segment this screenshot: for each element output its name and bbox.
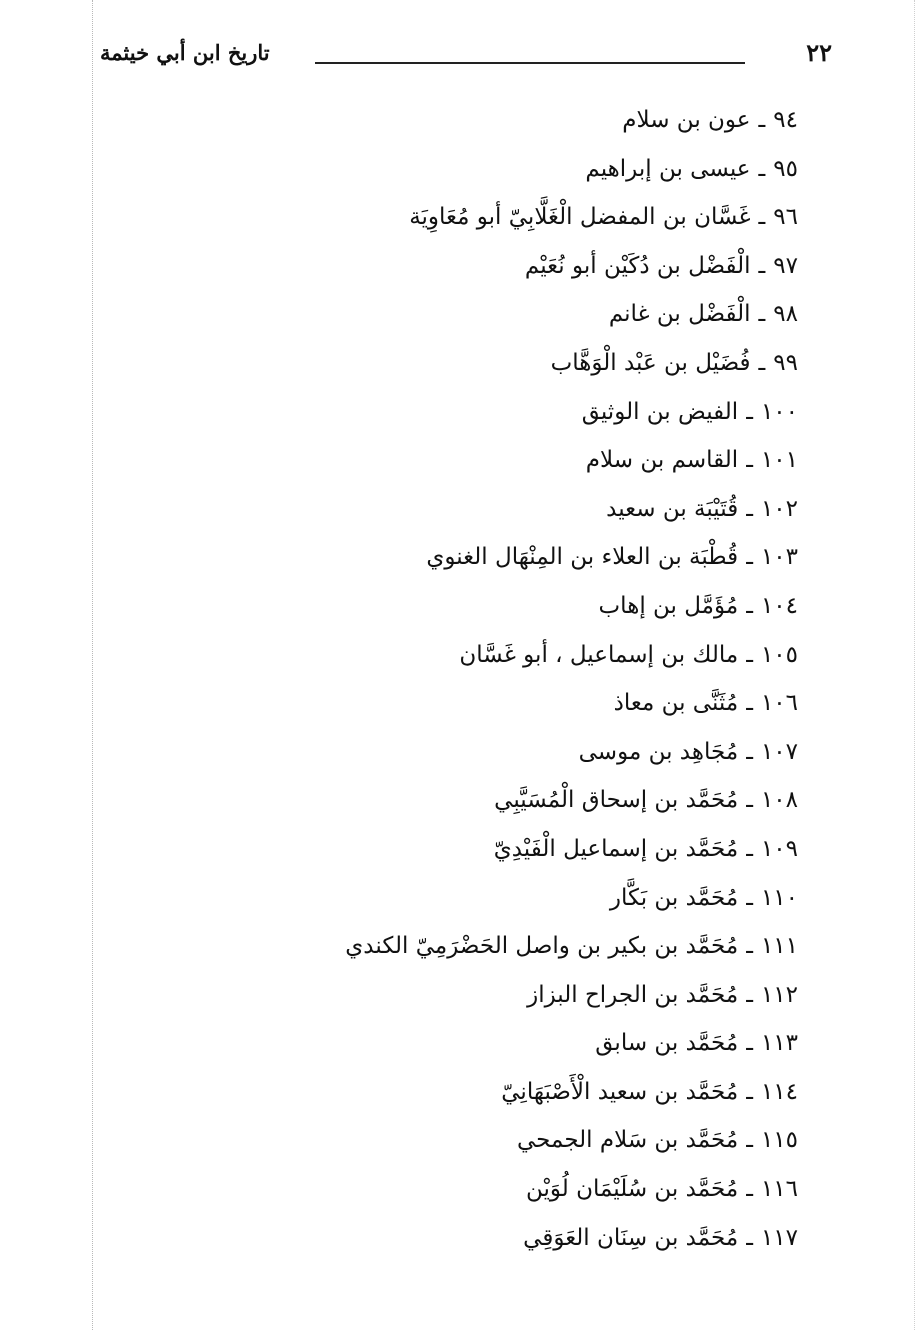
entry-name: مُحَمَّد بن إسماعيل الْفَيْدِيّ bbox=[493, 835, 739, 862]
entry-number: ١١٢ bbox=[760, 981, 798, 1008]
list-item bbox=[238, 436, 798, 485]
entry-number: ١١٤ bbox=[760, 1078, 798, 1105]
entry-separator: ـ bbox=[758, 155, 766, 182]
entry-name: قُطْبَة بن العلاء بن المِنْهَال الغنوي bbox=[426, 544, 739, 571]
entry-name: مُحَمَّد بن سُلَيْمَان لُوَيْن bbox=[525, 1176, 739, 1203]
entry-name: مُحَمَّد بن الجراح البزاز bbox=[527, 981, 739, 1008]
entry-name: مُجَاهِد بن موسى bbox=[578, 738, 739, 765]
list-item bbox=[238, 874, 798, 923]
entry-number: ١١٣ bbox=[760, 1030, 798, 1057]
header-rule bbox=[315, 62, 745, 64]
entry-number: ٩٧ bbox=[773, 252, 798, 279]
entry-list bbox=[238, 96, 798, 1262]
list-item bbox=[238, 582, 798, 631]
list-item bbox=[238, 728, 798, 777]
entry-number: ١٠٣ bbox=[760, 544, 798, 571]
entry-name: غَسَّان بن المفضل الْغَلَّابِيّ أبو مُعَاوِيَة bbox=[409, 204, 751, 231]
list-item bbox=[238, 971, 798, 1020]
entry-number: ٩٨ bbox=[773, 301, 798, 328]
page-number: ٢٢ bbox=[806, 38, 832, 67]
entry-number: ٩٤ bbox=[773, 107, 798, 133]
entry-number: ١١٠ bbox=[760, 884, 798, 911]
running-title: تاريخ ابن أبي خيثمة bbox=[100, 40, 270, 65]
entry-number: ١١٦ bbox=[760, 1176, 798, 1203]
list-item bbox=[238, 631, 798, 680]
entry-separator: ـ bbox=[758, 204, 766, 231]
entry-number: ١١١ bbox=[760, 933, 798, 960]
entry-number: ١١٧ bbox=[760, 1224, 798, 1251]
entry-number: ١٠٢ bbox=[760, 495, 798, 522]
entry-separator: ـ bbox=[746, 981, 753, 1008]
list-item bbox=[238, 825, 798, 874]
scan-margin-dots-left bbox=[92, 0, 93, 1330]
entry-name: فُضَيْل بن عَبْد الْوَهَّاب bbox=[550, 349, 751, 376]
entry-number: ١١٥ bbox=[760, 1127, 798, 1154]
entry-separator: ـ bbox=[758, 349, 766, 376]
entry-name: مُحَمَّد بن سَلام الجمحي bbox=[517, 1127, 739, 1154]
entry-separator: ـ bbox=[746, 738, 753, 765]
entry-name: قُتَيْبَة بن سعيد bbox=[606, 495, 739, 522]
entry-name: مُحَمَّد بن سابق bbox=[595, 1030, 739, 1057]
page-header bbox=[100, 38, 840, 78]
entry-separator: ـ bbox=[758, 107, 766, 133]
entry-separator: ـ bbox=[746, 398, 753, 425]
list-item bbox=[238, 193, 798, 242]
entry-name: عيسى بن إبراهيم bbox=[585, 155, 751, 182]
entry-number: ١٠١ bbox=[760, 447, 798, 474]
entry-number: ١٠٠ bbox=[760, 398, 798, 425]
entry-number: ١٠٦ bbox=[760, 690, 798, 717]
entry-name: مُحَمَّد بن بَكَّار bbox=[609, 884, 739, 911]
list-item bbox=[238, 242, 798, 291]
entry-separator: ـ bbox=[746, 884, 753, 911]
list-item bbox=[238, 776, 798, 825]
entry-name: مُحَمَّد بن بكير بن واصل الحَضْرَمِيّ الكندي bbox=[345, 933, 739, 960]
entry-number: ١٠٥ bbox=[760, 641, 798, 668]
entry-number: ١٠٧ bbox=[760, 738, 798, 765]
entry-number: ٩٦ bbox=[773, 204, 798, 231]
entry-separator: ـ bbox=[746, 495, 753, 522]
list-item bbox=[238, 290, 798, 339]
entry-separator: ـ bbox=[746, 641, 753, 668]
entry-name: مُحَمَّد بن سعيد الْأَصْبَهَانِيّ bbox=[501, 1078, 739, 1105]
entry-name: مُؤَمَّل بن إهاب bbox=[598, 592, 739, 619]
entry-separator: ـ bbox=[746, 787, 753, 814]
entry-name: مالك بن إسماعيل ، أبو غَسَّان bbox=[459, 641, 739, 668]
list-item bbox=[238, 679, 798, 728]
entry-name: مُحَمَّد بن سِنَان العَوَقِي bbox=[523, 1224, 739, 1251]
list-item bbox=[238, 1214, 798, 1263]
entry-name: مُحَمَّد بن إسحاق الْمُسَيَّبِي bbox=[494, 787, 739, 814]
entry-separator: ـ bbox=[746, 1030, 753, 1057]
list-item bbox=[238, 533, 798, 582]
list-item bbox=[238, 485, 798, 534]
entry-separator: ـ bbox=[746, 447, 753, 474]
list-item bbox=[238, 1165, 798, 1214]
entry-separator: ـ bbox=[746, 690, 753, 717]
entry-number: ١٠٨ bbox=[760, 787, 798, 814]
list-item bbox=[238, 145, 798, 194]
entry-separator: ـ bbox=[746, 933, 753, 960]
entry-separator: ـ bbox=[746, 1127, 753, 1154]
entry-number: ٩٩ bbox=[773, 349, 798, 376]
entry-separator: ـ bbox=[746, 544, 753, 571]
entry-number: ١٠٤ bbox=[760, 592, 798, 619]
entry-separator: ـ bbox=[758, 252, 766, 279]
entry-name: عون بن سلام bbox=[622, 107, 751, 133]
list-item bbox=[238, 388, 798, 437]
entry-name: الفيض بن الوثيق bbox=[581, 398, 739, 425]
entry-separator: ـ bbox=[746, 1078, 753, 1105]
scan-margin-dots-right bbox=[914, 0, 915, 1330]
list-item bbox=[238, 339, 798, 388]
list-item bbox=[238, 922, 798, 971]
list-item bbox=[238, 1019, 798, 1068]
entry-name: الْفَضْل بن غانم bbox=[608, 301, 751, 328]
entry-separator: ـ bbox=[746, 1224, 753, 1251]
entry-separator: ـ bbox=[746, 592, 753, 619]
list-item bbox=[238, 1116, 798, 1165]
entry-number: ١٠٩ bbox=[760, 835, 798, 862]
list-item bbox=[238, 1068, 798, 1117]
entry-separator: ـ bbox=[758, 301, 766, 328]
entry-separator: ـ bbox=[746, 1176, 753, 1203]
entry-separator: ـ bbox=[746, 835, 753, 862]
entry-name: القاسم بن سلام bbox=[585, 447, 739, 474]
entry-number: ٩٥ bbox=[773, 155, 798, 182]
entry-name: مُثَنَّى بن معاذ bbox=[613, 690, 739, 717]
entry-name: الْفَضْل بن دُكَيْن أبو نُعَيْم bbox=[524, 252, 751, 279]
list-item bbox=[238, 96, 798, 145]
